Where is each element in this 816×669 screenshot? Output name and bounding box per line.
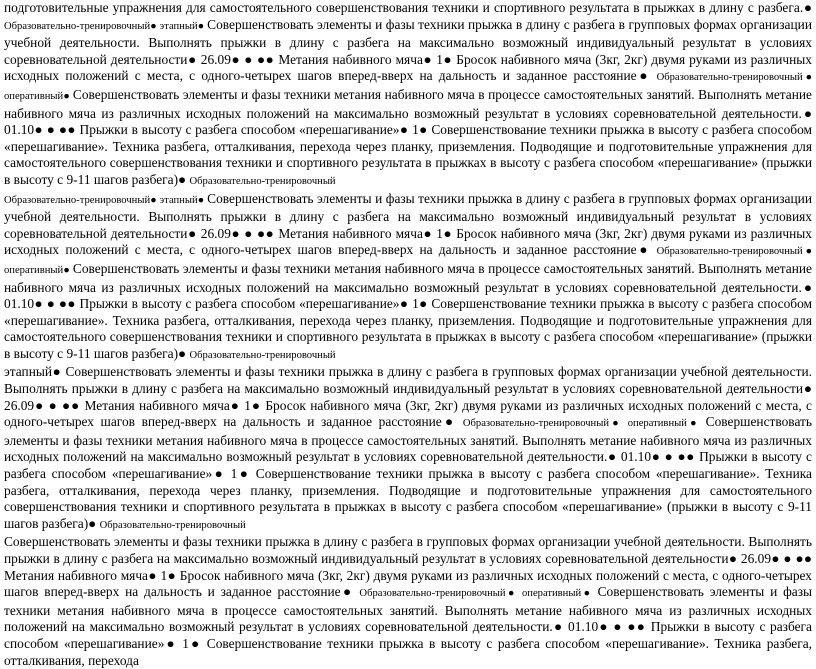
text-run: Совершенствовать элементы и фазы техники прыжка в длину с разбега в групповых формах организации учебной деятельности. Выполнять прыжки в длину с разбега на максимально возможный индивидуальный результат в условиях соревновательной деятельности● 26.09● ● ●● Метания набивного мяча● 1● Бросок набивного мяча (3кг, 2кг) двумя руками из различных исходных положений с места, с одного-четырех шагов вперед-вверх на дальность и заданное расстояние● <box>4 364 812 430</box>
stage-label: Образовательно-тренировочный <box>189 349 336 361</box>
stage-label: Образовательно-тренировочный <box>99 519 246 531</box>
stage-label: Образовательно-тренировочный <box>189 175 336 187</box>
text-run: Совершенствовать элементы и фазы техники метания набивного мяча в процессе самостоятельных занятий. Выполнять метание набивного мяча из различных исходных положений на максимально возможный результат в условиях соревновательной деятельности.● 01.10● ● ●● Прыжки в высоту с разбега способом «перешагивание»● 1● Совершенствование техники прыжка в высоту с разбега способом «перешагивание». Техника разбега, отталкивания, перехода <box>4 584 812 668</box>
paragraph <box>4 191 812 365</box>
stage-label: Образовательно-тренировочный● оперативный● <box>4 72 812 102</box>
paragraph <box>4 0 812 191</box>
stage-label: Образовательно-тренировочный● оперативный● <box>462 418 706 430</box>
text-run: подготовительные упражнения для самостоятельного совершенствования техники и спортивного результата в прыжках в длину с <box>4 0 754 15</box>
stage-label: Образовательно-тренировочный● этапный● <box>4 194 208 206</box>
text-run: Совершенствовать элементы и фазы техники прыжка в длину с разбега в групповых формах организации учебной деятельности. Выполнять прыжки в длину с разбега на максимально возможный индивидуальный результат в условиях соревновательной деятельности● 26.09● ● ●● Метания набивного мяча● 1● Бросок набивного мяча (3кг, 2кг) двумя руками из различных исходных положений с места, с одного-четырех шагов вперед-вверх на дальность и заданное расстояние● <box>4 16 812 84</box>
text-run: Совершенствовать элементы и фазы техники метания набивного мяча в процессе самостоятельных занятий. Выполнять метание набивного мяча из различных исходных положений на максимально возможный результат в условиях соревновательной деятельности.● 01.10● ● ●● Прыжки в высоту с разбега способом «перешагивание»● 1● Совершенствование техники прыжка в высоту с разбега способом «перешагивание». Техника разбега, отталкивания, перехода через планку, приземления. Подводящие и подготовительные упражнения для самостоятельного совершенствования техники и спортивного результата в прыжках в высоту с разбега способом «перешагивание» (прыжки в высоту с 9-11 шагов разбега)● <box>4 86 813 187</box>
text-run: разбега.● <box>753 0 812 15</box>
paragraph <box>4 364 812 534</box>
text-run: этапный● <box>4 364 66 380</box>
text-run: Совершенствовать элементы и фазы техники метания набивного мяча в процессе самостоятельных занятий. Выполнять метание набивного мяча из различных исходных положений на максимально возможный результат в условиях соревновательной деятельности.● 01.10● ● ●● Прыжки в высоту с разбега способом «перешагивание»● 1● Совершенствование техники прыжка в высоту с разбега способом «перешагивание». Техника разбега, отталкивания, перехода через планку, приземления. Подводящие и подготовительные упражнения для самостоятельного совершенствования техники и спортивного результата в прыжках в высоту с разбега способом «перешагивание» (прыжки в высоту с 9-11 шагов разбега)● <box>4 260 813 361</box>
stage-label: Образовательно-тренировочный● этапный● <box>4 20 208 32</box>
paragraph <box>4 534 812 669</box>
stage-label: Образовательно-тренировочный● оперативный● <box>4 246 812 276</box>
text-run: Совершенствовать элементы и фазы техники метания набивного мяча в процессе самостоятельных занятий. Выполнять метание набивного мяча из различных исходных положений на максимально возможный результат в условиях соревновательной деятельности.● 01.10● ● ●● Прыжки в высоту с разбега способом «перешагивание»● 1● Совершенствование техники прыжка в высоту с разбега способом «перешагивание». Техника разбега, отталкивания, перехода через планку, приземления. Подводящие и подготовительные упражнения для самостоятельного совершенствования техники и спортивного результата в прыжках в высоту с разбега способом «перешагивание» (прыжки в высоту с 9-11 шагов разбега)● <box>4 414 812 531</box>
text-run: Совершенствовать элементы и фазы техники прыжка в длину с разбега в групповых формах организации учебной деятельности. Выполнять прыжки в длину с разбега на максимально возможный индивидуальный результат в условиях соревновательной деятельности● 26.09● ● ●● Метания набивного мяча● 1● Бросок набивного мяча (3кг, 2кг) двумя руками из различных исходных положений с места, с одного-четырех шагов вперед-вверх на дальность и заданное расстояние● <box>4 534 812 600</box>
text-run: Совершенствовать элементы и фазы техники прыжка в длину с разбега в групповых формах организации учебной деятельности. Выполнять прыжки в длину с разбега на максимально возможный индивидуальный результат в условиях соревновательной деятельности● 26.09● ● ●● Метания набивного мяча● 1● Бросок набивного мяча (3кг, 2кг) двумя руками из различных исходных положений с места, с одного-четырех шагов вперед-вверх на дальность и заданное расстояние● <box>4 190 812 258</box>
stage-label: Образовательно-тренировочный● оперативный● <box>359 588 598 600</box>
